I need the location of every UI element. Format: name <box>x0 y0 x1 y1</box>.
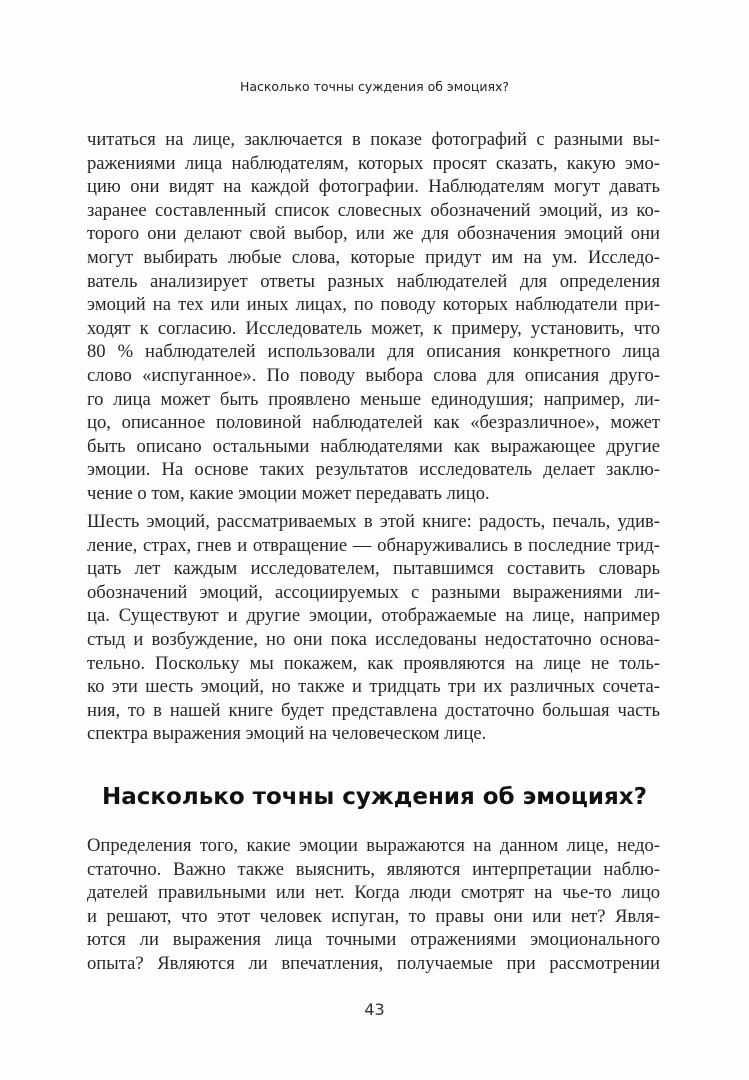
text-line: ражениями лица наблюдателям, которых просят сказать, какую эмо- <box>87 152 660 174</box>
text-line: быть описано остальными наблюдателями как выражающее другие <box>87 435 660 457</box>
text-line: 80 % наблюдателей использовали для описания конкретного лица <box>87 341 660 363</box>
text-line: эмоций на тех или иных лицах, по поводу которых наблюдатели при- <box>87 294 660 316</box>
text-line: обозначений эмоций, ассоциируемых с разными выражениями ли- <box>87 581 660 603</box>
paragraph-1 <box>87 128 660 506</box>
running-head: Насколько точны суждения об эмоциях? <box>239 79 510 94</box>
text-line: ются ли выражения лица точными отражениями эмоционального <box>87 929 660 951</box>
text-line: цать лет каждым исследователем, пытавшимся составить словарь <box>87 558 660 580</box>
text-line: торого они делают свой выбор, или же для обозначения эмоций они <box>87 223 660 245</box>
text-line: и решают, что этот человек испуган, то правы они или нет? Явля- <box>87 905 660 927</box>
text-line: Шесть эмоций, рассматриваемых в этой книге: радость, печаль, удив- <box>87 511 660 532</box>
text-line: ко эти шесть эмоций, но также и тридцать три их различных сочета- <box>87 676 660 698</box>
text-line: ходят к согласию. Исследователь может, к примеру, установить, что <box>87 317 660 339</box>
text-line: цию они видят на каждой фотографии. Наблюдателям могут давать <box>87 176 660 198</box>
text-line: Определения того, какие эмоции выражаются на данном лице, недо- <box>87 835 660 856</box>
text-line: эмоции. На основе таких результатов исследователь делает заклю- <box>87 459 660 481</box>
text-line: опыта? Являются ли впечатления, получаемые при рассмотрении <box>87 952 660 974</box>
text-line: могут выбирать любые слова, которые придут им на ум. Исследо- <box>87 246 660 268</box>
text-line: ватель анализирует ответы разных наблюдателей для определения <box>87 270 660 292</box>
text-line: го лица может быть проявлено меньше единодушия; например, ли- <box>87 388 660 410</box>
text-line: ния, то в нашей книге будет представлена достаточно большая часть <box>87 699 660 721</box>
paragraph-3 <box>87 834 660 976</box>
page-number: 43 <box>364 1000 385 1019</box>
text-line: читаться на лице, заключается в показе фотографий с разными вы- <box>87 129 660 150</box>
section-heading: Насколько точны суждения об эмоциях? <box>102 784 647 810</box>
text-line: ца. Существуют и другие эмоции, отображаемые на лице, например <box>87 605 660 627</box>
text-line: статочно. Важно также выяснить, являются интерпретации наблю- <box>87 858 660 880</box>
paragraph-2 <box>87 510 660 746</box>
text-line: заранее составленный список словесных обозначений эмоций, из ко- <box>87 199 660 221</box>
text-line: слово «испуганное». По поводу выбора слова для описания друго- <box>87 364 660 386</box>
text-line: цо, описанное половиной наблюдателей как «безразличное», может <box>87 412 660 434</box>
text-line: стыд и возбуждение, но они пока исследованы недостаточно основа- <box>87 628 660 650</box>
text-line: чение о том, какие эмоции может передавать лицо. <box>87 482 490 504</box>
text-line: дателей правильными или нет. Когда люди смотрят на чье-то лицо <box>87 882 660 904</box>
text-line: спектра выражения эмоций на человеческом лице. <box>87 723 487 745</box>
text-line: тельно. Поскольку мы покажем, как проявляются на лице не толь- <box>87 652 660 674</box>
text-line: ление, страх, гнев и отвращение — обнаруживались в последние трид- <box>87 534 660 556</box>
